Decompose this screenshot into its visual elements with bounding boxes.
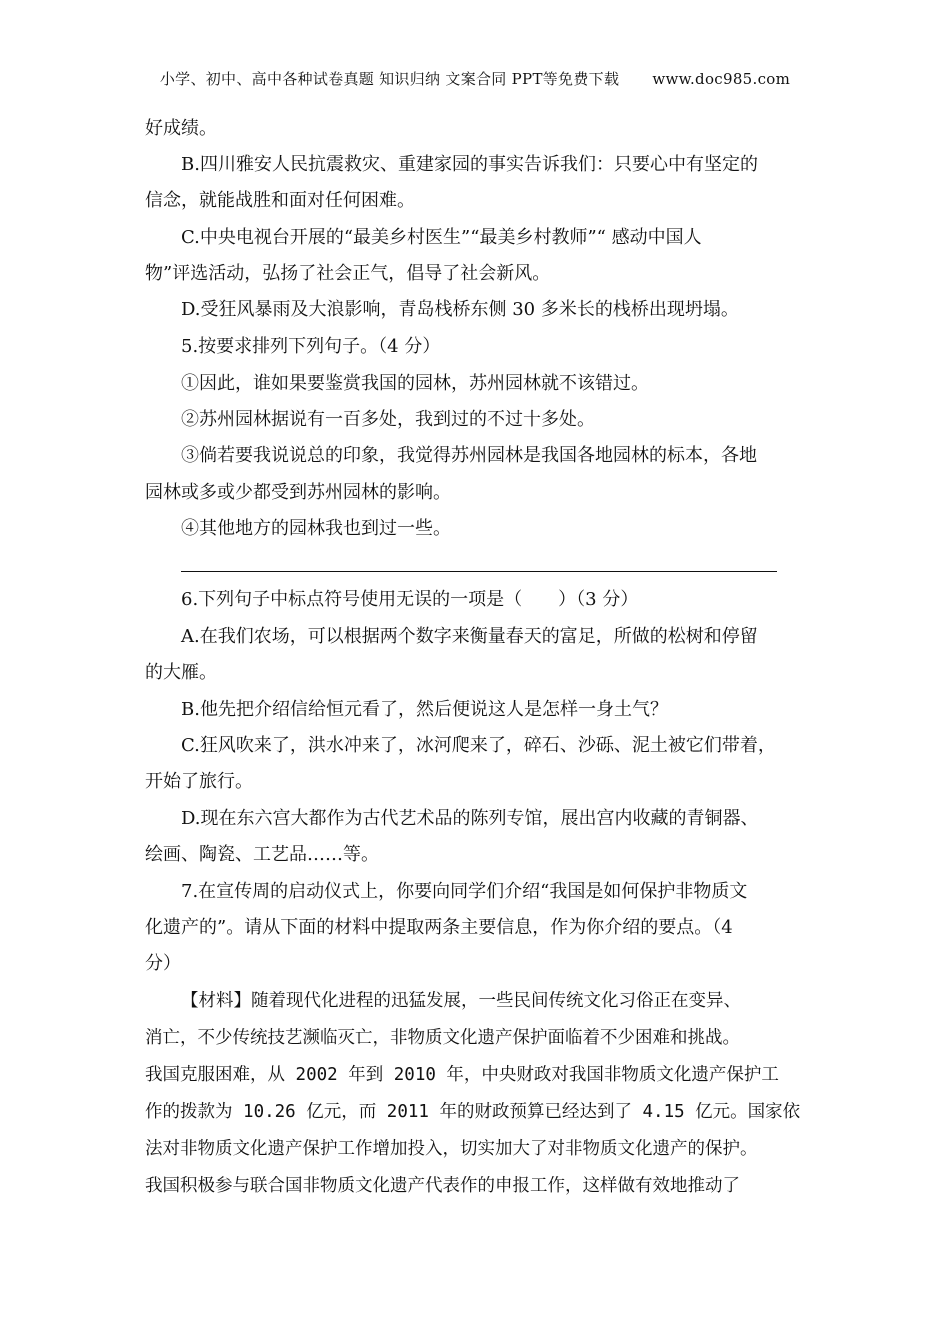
page-header [0,68,950,89]
sentence-3: ③倘若要我说说总的印象，我觉得苏州园林是我国各地园林的标本，各地 [181,445,757,466]
option-d-line: D.现在东六宫大都作为古代艺术品的陈列专馆，展出宫内收藏的青铜器、 [181,808,759,829]
question-7: 7.在宣传周的启动仪式上，你要向同学们介绍“我国是如何保护非物质文 [181,881,748,902]
header-site: www.doc985.com [652,70,791,88]
material-line: 我国积极参与联合国非物质文化遗产代表作的申报工作，这样做有效地推动了 [145,1176,740,1196]
text-line: 分） [145,953,181,974]
material-line: 消亡，不少传统技艺濒临灭亡，非物质文化遗产保护面临着不少困难和挑战。 [145,1028,740,1048]
question-6: 6.下列句子中标点符号使用无误的一项是（ ）（3 分） [181,589,639,610]
header-text: 小学、初中、高中各种试卷真题 知识归纳 文案合同 PPT等免费下载 [159,70,620,88]
option-b-line: B.四川雅安人民抗震救灾、重建家园的事实告诉我们：只要心中有坚定的 [181,154,758,175]
answer-blank-line [181,571,777,572]
text-line: 好成绩。 [145,118,217,139]
option-b-line: B.他先把介绍信给恒元看了，然后便说这人是怎样一身土气？ [181,699,668,720]
question-5: 5.按要求排列下列句子。（4 分） [181,336,441,357]
material-line: 作的拨款为 10.26 亿元，而 2011 年的财政预算已经达到了 4.15 亿元。国家依 [145,1102,801,1122]
option-c-line: C.狂风吹来了，洪水冲来了，冰河爬来了，碎石、沙砾、泥土被它们带着， [181,735,776,756]
sentence-2: ②苏州园林据说有一百多处，我到过的不过十多处。 [181,409,595,430]
option-c-line: C.中央电视台开展的“最美乡村医生”“最美乡村教师”“ 感动中国人 [181,227,702,248]
material-line: 【材料】随着现代化进程的迅猛发展，一些民间传统文化习俗正在变异、 [181,991,741,1011]
material-line: 我国克服困难，从 2002 年到 2010 年，中央财政对我国非物质文化遗产保护工 [145,1065,779,1085]
text-line: 绘画、陶瓷、工艺品……等。 [145,844,379,865]
text-line: 的大雁。 [145,662,217,683]
material-line: 法对非物质文化遗产保护工作增加投入，切实加大了对非物质文化遗产的保护。 [145,1139,758,1159]
option-a-line: A.在我们农场，可以根据两个数字来衡量春天的富足，所做的松树和停留 [181,626,758,647]
sentence-1: ①因此，谁如果要鉴赏我国的园林，苏州园林就不该错过。 [181,373,649,394]
text-line: 信念，就能战胜和面对任何困难。 [145,190,415,211]
text-line: 物”评选活动，弘扬了社会正气，倡导了社会新风。 [145,263,551,284]
text-line: 开始了旅行。 [145,771,253,792]
text-line: 园林或多或少都受到苏州园林的影响。 [145,482,451,503]
sentence-4: ④其他地方的园林我也到过一些。 [181,518,451,539]
option-d-line: D.受狂风暴雨及大浪影响，青岛栈桥东侧 30 多米长的栈桥出现坍塌。 [181,299,739,320]
text-line: 化遗产的”。请从下面的材料中提取两条主要信息，作为你介绍的要点。（4 [145,917,733,938]
